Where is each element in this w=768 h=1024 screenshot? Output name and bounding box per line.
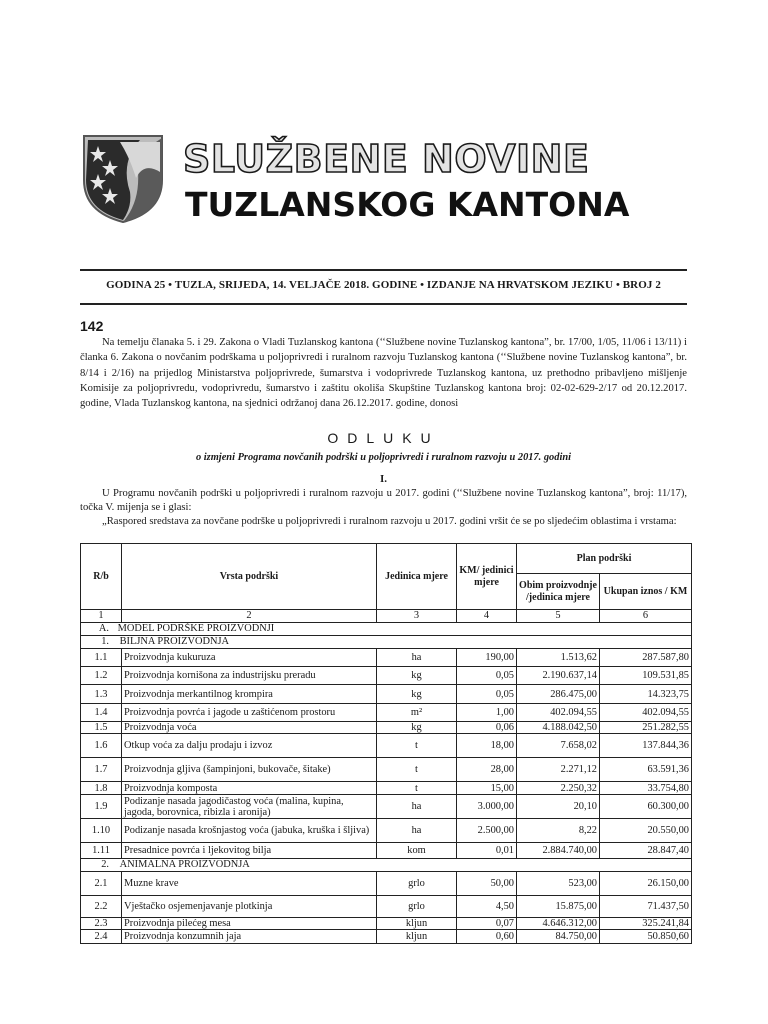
row-description: Vještačko osjemenjavanje plotkinja [122, 896, 377, 918]
row-unit: t [377, 758, 457, 782]
header-rb: R/b [81, 544, 122, 610]
header-jedinica: Jedinica mjere [377, 544, 457, 610]
row-volume: 7.658,02 [517, 734, 600, 758]
row-volume: 1.513,62 [517, 649, 600, 667]
row-unit: ha [377, 795, 457, 819]
col-number: 6 [600, 610, 692, 623]
row-number: 2.4 [81, 930, 122, 944]
row-number: 1.2 [81, 667, 122, 685]
row-unit: t [377, 782, 457, 795]
section-number: I. [379, 473, 388, 485]
group-row [81, 859, 692, 872]
table-body [81, 610, 692, 944]
row-total: 287.587,80 [600, 649, 692, 667]
publication-title-line2: TUZLANSKOG KANTONA [185, 185, 630, 224]
row-description: Proizvodnja kukuruza [122, 649, 377, 667]
row-number: 1.5 [81, 722, 122, 734]
row-description: Proizvodnja gljiva (šampinjoni, bukovače, šitake) [122, 758, 377, 782]
row-total: 109.531,85 [600, 667, 692, 685]
section-a-label: A. [98, 623, 109, 634]
row-km-per-unit: 28,00 [457, 758, 517, 782]
masthead-top-rule [80, 269, 687, 271]
masthead-bottom-rule [80, 303, 687, 305]
row-km-per-unit: 18,00 [457, 734, 517, 758]
row-description: Proizvodnja voća [122, 722, 377, 734]
table-row [81, 649, 692, 667]
row-volume: 8,22 [517, 819, 600, 843]
row-volume: 4.646.312,00 [517, 918, 600, 930]
support-plan-table [80, 543, 692, 944]
decision-subtitle: o izmjeni Programa novčanih podrški u poljoprivredi i ruralnom razvoju u 2017. godini [196, 452, 571, 463]
row-volume: 2.250,32 [517, 782, 600, 795]
row-unit: kom [377, 843, 457, 859]
row-volume: 4.188.042,50 [517, 722, 600, 734]
group-row [81, 636, 692, 649]
row-km-per-unit: 0,05 [457, 685, 517, 704]
row-description: Podizanje nasada jagodičastog voća (malina, kupina, jagoda, borovnica, ribizla i aronija) [122, 795, 377, 819]
row-description: Muzne krave [122, 872, 377, 896]
row-total: 71.437,50 [600, 896, 692, 918]
row-km-per-unit: 190,00 [457, 649, 517, 667]
row-total: 325.241,84 [600, 918, 692, 930]
header-obim: Obim proizvodnje /jedinica mjere [517, 574, 600, 610]
coat-of-arms-logo [80, 132, 166, 224]
row-number: 2.1 [81, 872, 122, 896]
row-km-per-unit: 3.000,00 [457, 795, 517, 819]
row-km-per-unit: 0,05 [457, 667, 517, 685]
table-row [81, 896, 692, 918]
row-km-per-unit: 1,00 [457, 704, 517, 722]
section-a-title: MODEL PODRŠKE PROIZVODNJI [117, 623, 275, 634]
row-unit: ha [377, 649, 457, 667]
row-unit: kljun [377, 918, 457, 930]
header-km: KM/ jedinici mjere [457, 544, 517, 610]
row-description: Proizvodnja povrća i jagode u zaštićenom prostoru [122, 704, 377, 722]
table-row [81, 734, 692, 758]
row-volume: 286.475,00 [517, 685, 600, 704]
col-number: 5 [517, 610, 600, 623]
row-km-per-unit: 15,00 [457, 782, 517, 795]
body-paragraph-1: U Programu novčanih podrški u poljoprivredi i ruralnom razvoju u 2017. godini (‘‘Službene novine Tuzlanskog kantona”, broj: 11/17), točka V. mijenja se i glasi: [80, 488, 687, 513]
group2-cell [81, 859, 692, 872]
row-total: 20.550,00 [600, 819, 692, 843]
section-row [81, 623, 692, 636]
row-volume: 15.875,00 [517, 896, 600, 918]
row-description: Proizvodnja konzumnih jaja [122, 930, 377, 944]
row-number: 1.1 [81, 649, 122, 667]
row-total: 28.847,40 [600, 843, 692, 859]
row-volume: 20,10 [517, 795, 600, 819]
row-unit: t [377, 734, 457, 758]
row-unit: kg [377, 685, 457, 704]
row-number: 1.11 [81, 843, 122, 859]
intro-paragraph: Na temelju članaka 5. i 29. Zakona o Vladi Tuzlanskog kantona (‘‘Službene novine Tuzlanskog kantona”, br. 17/00, 1/05, 11/06 i 13/11) i članka 6. Zakona o novčanim podrškama u poljoprivredi i ruralnom razvoju Tuzlanskog kantona (‘‘Službene novine Tuzlanskog kantona”, br. 8/14 i 2/16) na prijedlog Ministarstva poljoprivrede, šumarstva i vodoprivrede Tuzlanskog kantona, uz prethodno pribavljeno mišljenje Komisije za poljoprivredu, vodoprivredu, šumarstvo i zaštitu okoliša Skupštine Tuzlanskog kantona broj: 02-02-629-2/17 od 20.12.2017. godine, Vlada Tuzlanskog kantona, na sjednici održanoj dana 26.12.2017. godine, donosi [80, 337, 687, 410]
row-total: 14.323,75 [600, 685, 692, 704]
body-paragraph-2: „Raspored sredstava za novčane podrške u poljoprivredi i ruralnom razvoju u 2017. godini vršit će se po sljedećim oblastima i vrstama: [102, 516, 677, 527]
row-unit: grlo [377, 872, 457, 896]
row-km-per-unit: 2.500,00 [457, 819, 517, 843]
row-total: 33.754,80 [600, 782, 692, 795]
row-description: Presadnice povrća i ljekovitog bilja [122, 843, 377, 859]
publication-title-line1: SLUŽBENE NOVINE [183, 137, 590, 181]
row-km-per-unit: 4,50 [457, 896, 517, 918]
group1-title: BILJNA PROIZVODNJA [119, 636, 230, 647]
col-number: 1 [81, 610, 122, 623]
row-total: 137.844,36 [600, 734, 692, 758]
row-number: 1.3 [81, 685, 122, 704]
group1-label: 1. [101, 636, 109, 647]
row-number: 1.7 [81, 758, 122, 782]
row-description: Proizvodnja komposta [122, 782, 377, 795]
row-number: 1.4 [81, 704, 122, 722]
row-km-per-unit: 0,01 [457, 843, 517, 859]
row-number: 2.3 [81, 918, 122, 930]
row-total: 402.094,55 [600, 704, 692, 722]
table-row [81, 843, 692, 859]
row-unit: kljun [377, 930, 457, 944]
row-total: 26.150,00 [600, 872, 692, 896]
row-km-per-unit: 0,60 [457, 930, 517, 944]
table-row [81, 722, 692, 734]
col-number: 4 [457, 610, 517, 623]
row-km-per-unit: 0,06 [457, 722, 517, 734]
table-row [81, 819, 692, 843]
header-plan: Plan podrški [517, 544, 692, 574]
row-description: Proizvodnja merkantilnog krompira [122, 685, 377, 704]
table-row [81, 795, 692, 819]
section-a-cell [81, 623, 692, 636]
decision-title: ODLUKU [327, 430, 440, 446]
row-total: 251.282,55 [600, 722, 692, 734]
col-number: 3 [377, 610, 457, 623]
row-unit: ha [377, 819, 457, 843]
table-row [81, 704, 692, 722]
row-unit: m² [377, 704, 457, 722]
body-text [80, 487, 687, 529]
col-number: 2 [122, 610, 377, 623]
row-number: 1.8 [81, 782, 122, 795]
row-km-per-unit: 0,07 [457, 918, 517, 930]
row-description: Podizanje nasada krošnjastog voća (jabuka, kruška i šljiva) [122, 819, 377, 843]
row-volume: 402.094,55 [517, 704, 600, 722]
header-ukupan: Ukupan iznos / KM [600, 574, 692, 610]
row-unit: kg [377, 667, 457, 685]
row-volume: 2.884.740,00 [517, 843, 600, 859]
row-description: Proizvodnja kornišona za industrijsku preradu [122, 667, 377, 685]
row-number: 1.10 [81, 819, 122, 843]
row-total: 63.591,36 [600, 758, 692, 782]
row-volume: 84.750,00 [517, 930, 600, 944]
table-row [81, 685, 692, 704]
row-number: 1.9 [81, 795, 122, 819]
column-number-row [81, 610, 692, 623]
act-number: 142 [80, 318, 104, 334]
row-total: 60.300,00 [600, 795, 692, 819]
row-description: Proizvodnja pilećeg mesa [122, 918, 377, 930]
row-volume: 523,00 [517, 872, 600, 896]
row-number: 1.6 [81, 734, 122, 758]
row-volume: 2.190.637,14 [517, 667, 600, 685]
row-description: Otkup voća za dalju prodaju i izvoz [122, 734, 377, 758]
row-volume: 2.271,12 [517, 758, 600, 782]
table-row [81, 930, 692, 944]
table-row [81, 872, 692, 896]
group2-label: 2. [101, 859, 109, 870]
row-total: 50.850,60 [600, 930, 692, 944]
table-row [81, 782, 692, 795]
group1-cell [81, 636, 692, 649]
table-row [81, 667, 692, 685]
header-vrsta: Vrsta podrški [122, 544, 377, 610]
row-number: 2.2 [81, 896, 122, 918]
table-row [81, 758, 692, 782]
masthead-line: GODINA 25 • TUZLA, SRIJEDA, 14. VELJAČE 2018. GODINE • IZDANJE NA HRVATSKOM JEZIKU • BROJ 2 [106, 279, 661, 291]
row-unit: grlo [377, 896, 457, 918]
row-km-per-unit: 50,00 [457, 872, 517, 896]
table-row [81, 918, 692, 930]
row-unit: kg [377, 722, 457, 734]
group2-title: ANIMALNA PROIZVODNJA [119, 859, 250, 870]
